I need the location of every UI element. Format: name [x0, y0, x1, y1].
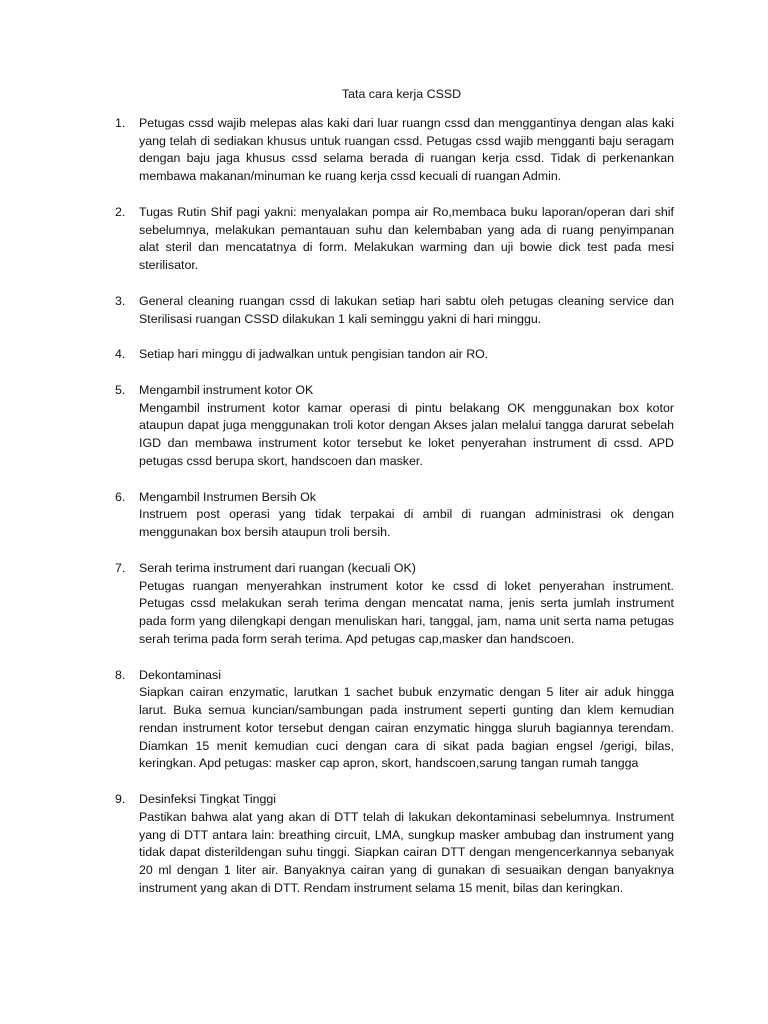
item-number: 6.: [115, 489, 126, 504]
list-item: [115, 791, 674, 898]
list-item: [115, 489, 674, 542]
item-number: 1.: [115, 115, 126, 130]
item-heading: Mengambil instrument kotor OK: [139, 382, 314, 397]
item-number: 3.: [115, 293, 126, 308]
item-text: General cleaning ruangan cssd di lakukan setiap hari sabtu oleh petugas cleaning service dan Sterilisasi ruangan CSSD dilakukan 1 kali seminggu yakni di hari minggu.: [139, 293, 674, 326]
item-text: Petugas ruangan menyerahkan instrument kotor ke cssd di loket penyerahan instrument. Petugas cssd melakukan serah terima dengan mencatat nama, jenis serta jumlah instrument pada form yang dilengkapi dengan menuliskan hari, tanggal, jam, nama unit serta nama petugas serah terima pada form serah terima. Apd petugas cap,masker dan handscoen.: [139, 578, 674, 646]
item-text: Siapkan cairan enzymatic, larutkan 1 sachet bubuk enzymatic dengan 5 liter air aduk hingga larut. Buka semua kuncian/sambungan pada instrument seperti gunting dan klem kemudian rendan instrument kotor tersebut dengan cairan enzymatic hingga sluruh bagiannya terendam. Diamkan 15 menit kemudian cuci dengan cara di sikat pada bagian engsel /gerigi, bilas, keringkan. Apd petugas: masker cap apron, skort, handscoen,sarung tangan rumah tangga: [139, 685, 674, 771]
item-number: 8.: [115, 667, 126, 682]
document-title: Tata cara kerja CSSD: [341, 87, 462, 101]
procedure-list: [115, 115, 674, 898]
document-page: [115, 86, 674, 916]
item-number: 4.: [115, 347, 126, 362]
item-text: Petugas cssd wajib melepas alas kaki dari luar ruangn cssd dan menggantinya dengan alas kaki yang telah di sediakan khusus untuk ruangan cssd. Petugas cssd wajib mengganti baju seragam dengan baju jaga khusus cssd selama berada di ruangan kerja cssd. Tidak di perkenankan membawa makanan/minuman ke ruang kerja cssd kecuali di ruangan Admin.: [139, 115, 674, 184]
list-item: [115, 204, 674, 275]
item-heading: Mengambil Instrumen Bersih Ok: [139, 489, 316, 504]
list-item: [115, 667, 674, 774]
item-heading: Desinfeksi Tingkat Tinggi: [139, 792, 277, 807]
list-item: [115, 382, 674, 471]
item-text: Tugas Rutin Shif pagi yakni: menyalakan pompa air Ro,membaca buku laporan/operan dari shif sebelumnya, melakukan pemantauan suhu dan kelembaban yang ada di ruang penyimpanan alat steril dan mencatatnya di form. Melakukan warming dan uji bowie dick test pada mesi sterilisator.: [139, 204, 674, 273]
item-heading: Dekontaminasi: [139, 667, 221, 682]
item-heading: Serah terima instrument dari ruangan (kecuali OK): [139, 560, 416, 575]
item-number: 7.: [115, 560, 126, 575]
list-item: [115, 560, 674, 649]
item-number: 2.: [115, 204, 126, 219]
item-text: Mengambil instrument kotor kamar operasi di pintu belakang OK menggunakan box kotor ataupun dapat juga menggunakan troli kotor dengan Akses jalan melalui tangga darurat sebelah IGD dan membawa instrument kotor tersebut ke loket penyerahan instrument di cssd. APD petugas cssd berupa skort, handscoen dan masker.: [139, 400, 674, 468]
item-number: 5.: [115, 382, 126, 397]
item-number: 9.: [115, 792, 126, 807]
list-item: [115, 346, 674, 364]
item-text: Pastikan bahwa alat yang akan di DTT telah di lakukan dekontaminasi sebelumnya. Instrument yang di DTT antara lain: breathing circuit, LMA, sungkup masker ambubag dan instrument yang tidak dapat disterildengan suhu tinggi. Siapkan cairan DTT dengan mengencerkannya sebanyak 20 ml dengan 1 liter air. Banyaknya cairan yang di gunakan di sesuaikan dengan banyaknya instrument yang akan di DTT. Rendam instrument selama 15 menit, bilas dan keringkan.: [139, 809, 674, 896]
item-text: Setiap hari minggu di jadwalkan untuk pengisian tandon air RO.: [139, 347, 489, 362]
item-text: Instruem post operasi yang tidak terpakai di ambil di ruangan administrasi ok dengan menggunakan box bersih ataupun troli bersih.: [139, 507, 674, 540]
list-item: [115, 293, 674, 329]
list-item: [115, 115, 674, 186]
